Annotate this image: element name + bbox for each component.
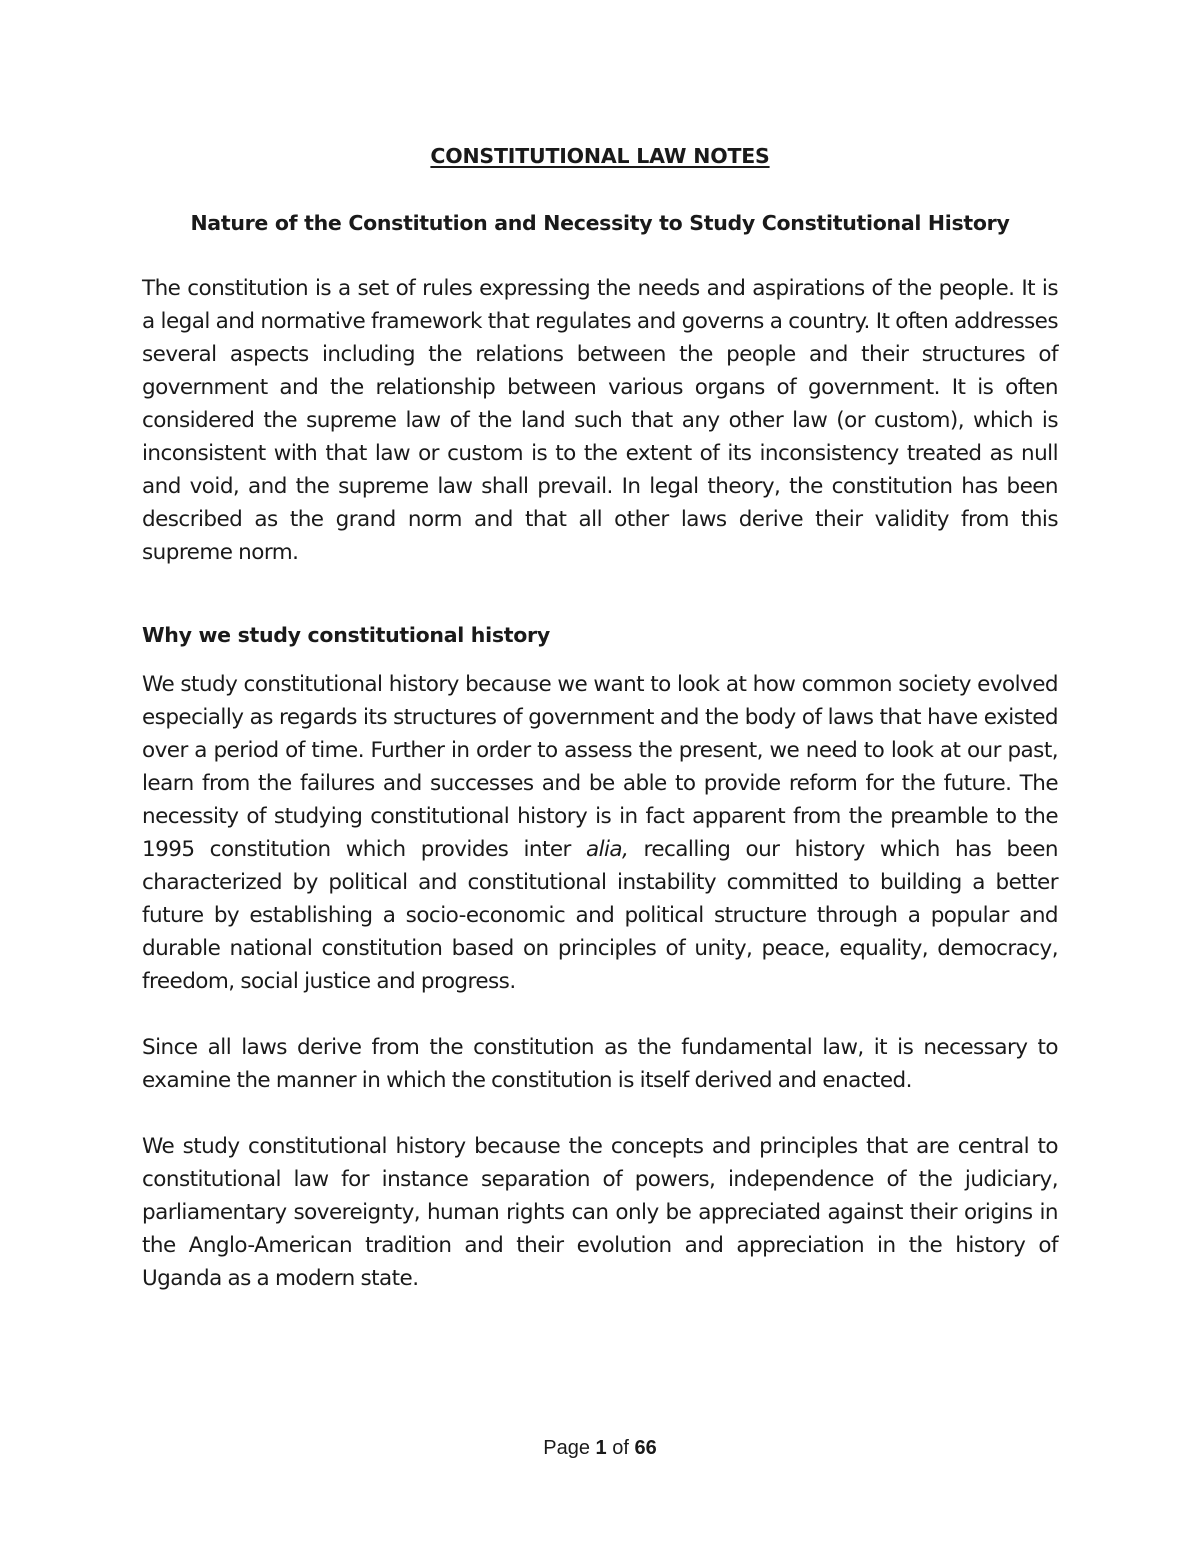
history-paragraph-3: We study constitutional history because the concepts and principles that are central to constitutional law for instance separation of powers, independence of the judiciary, parliamentary sovereignty, human rights can only be appreciated against their origins in the Anglo-American tradition and their evolution and appreciation in the history of Uganda as a modern state. (142, 1134, 1058, 1291)
para1-text-start: We study constitutional history because we want to look at how common society evolved especially as regards its structures of government and the body of laws that have existed over a period of time. Further in order to assess the present, we need to look at our past, learn from the failures and successes and be able to provide reform for the future. The necessity of studying constitutional history is in fact apparent from the preamble to the 1995 constitution which provides inter (142, 672, 1058, 862)
page-content (142, 140, 1058, 1295)
section-heading: Why we study constitutional history (142, 623, 550, 647)
spacer (142, 1097, 1058, 1130)
current-page-number: 1 (595, 1437, 607, 1459)
spacer (142, 998, 1058, 1031)
total-pages-number: 66 (634, 1437, 657, 1459)
page-label: Page (543, 1437, 590, 1459)
para1-text-end: recalling our history which has been characterized by political and constitutional instability committed to building a better future by establishing a socio-economic and political structure through a popular and durable national constitution based on principles of unity, peace, equality, democracy, freedom, social justice and progress. (142, 837, 1058, 994)
history-paragraph-1 (142, 668, 1058, 998)
document-title: CONSTITUTIONAL LAW NOTES (430, 144, 770, 168)
page-footer (0, 1433, 1200, 1463)
of-label: of (612, 1437, 629, 1459)
intro-paragraph: The constitution is a set of rules expressing the needs and aspirations of the people. It is a legal and normative framework that regulates and governs a country. It often addresses several aspects including the relations between the people and their structures of government and the relationship between various organs of government. It is often considered the supreme law of the land such that any other law (or custom), which is inconsistent with that law or custom is to the extent of its inconsistency treated as null and void, and the supreme law shall prevail. In legal theory, the constitution has been described as the grand norm and that all other laws derive their validity from this supreme norm. (142, 276, 1058, 565)
para1-italic-alia: alia, (585, 837, 629, 862)
spacer (142, 569, 1058, 619)
document-subtitle: Nature of the Constitution and Necessity to Study Constitutional History (190, 211, 1010, 235)
history-paragraph-2: Since all laws derive from the constitution as the fundamental law, it is necessary to examine the manner in which the constitution is itself derived and enacted. (142, 1035, 1058, 1093)
